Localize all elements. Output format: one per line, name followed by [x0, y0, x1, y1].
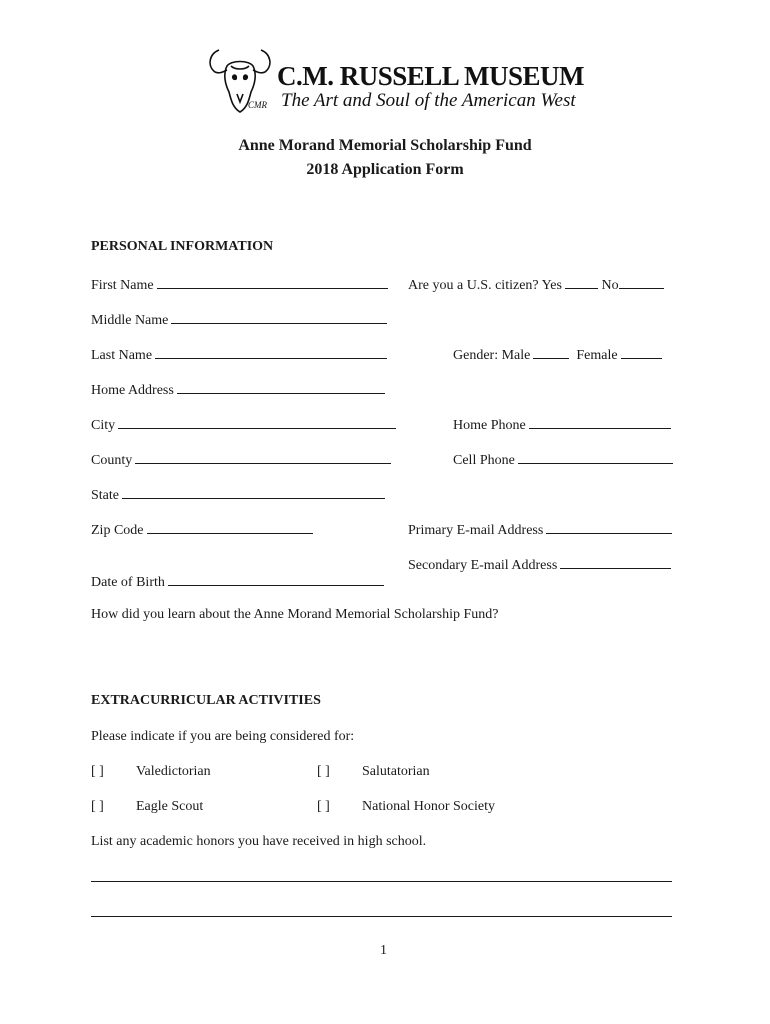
museum-tagline: The Art and Soul of the American West: [281, 90, 576, 111]
citizen-yes-label: Are you a U.S. citizen? Yes: [408, 278, 562, 293]
first-name-label: First Name: [91, 278, 154, 293]
citizen-yes-line[interactable]: [565, 275, 598, 289]
extracurricular-prompt: Please indicate if you are being considered for:: [91, 729, 355, 744]
primary-email-line[interactable]: [546, 520, 672, 534]
county-label: County: [91, 453, 133, 468]
cell-phone-field[interactable]: [453, 450, 673, 469]
state-line[interactable]: [122, 485, 385, 499]
home-address-field[interactable]: [91, 380, 385, 399]
state-field[interactable]: [91, 485, 385, 504]
first-name-line[interactable]: [157, 275, 388, 289]
honors-line-2[interactable]: [91, 916, 672, 917]
honors-line-1[interactable]: [91, 881, 672, 882]
gender-field[interactable]: [453, 345, 662, 364]
city-label: City: [91, 418, 116, 433]
gender-male-label: Gender: Male: [453, 348, 531, 363]
checkbox-salutatorian[interactable]: [ ]: [317, 764, 330, 779]
home-address-label: Home Address: [91, 383, 174, 398]
home-address-line[interactable]: [177, 380, 385, 394]
home-phone-field[interactable]: [453, 415, 671, 434]
secondary-email-line[interactable]: [560, 555, 671, 569]
gender-female-label: Female: [576, 348, 618, 363]
county-field[interactable]: [91, 450, 391, 469]
citizen-no-label: No: [601, 278, 619, 293]
learn-about-question: How did you learn about the Anne Morand Memorial Scholarship Fund?: [91, 607, 499, 622]
museum-name: C.M. RUSSELL MUSEUM: [277, 61, 585, 91]
personal-info-heading: PERSONAL INFORMATION: [91, 239, 274, 254]
middle-name-line[interactable]: [171, 310, 387, 324]
zip-code-line[interactable]: [147, 520, 313, 534]
checkbox-national-honor-society[interactable]: [ ]: [317, 799, 330, 814]
home-phone-label: Home Phone: [453, 418, 526, 433]
option-salutatorian: Salutatorian: [362, 764, 430, 779]
option-valedictorian: Valedictorian: [136, 764, 211, 779]
citizen-no-line[interactable]: [619, 275, 664, 289]
secondary-email-field[interactable]: [408, 555, 671, 574]
primary-email-label: Primary E-mail Address: [408, 523, 544, 538]
city-field[interactable]: [91, 415, 396, 434]
honors-prompt: List any academic honors you have received in high school.: [91, 834, 427, 849]
extracurricular-heading: EXTRACURRICULAR ACTIVITIES: [91, 693, 321, 708]
option-eagle-scout: Eagle Scout: [136, 799, 204, 814]
first-name-field[interactable]: [91, 275, 388, 294]
date-of-birth-field[interactable]: [91, 572, 384, 591]
cell-phone-label: Cell Phone: [453, 453, 515, 468]
middle-name-field[interactable]: [91, 310, 387, 329]
last-name-line[interactable]: [155, 345, 387, 359]
secondary-email-label: Secondary E-mail Address: [408, 558, 558, 573]
state-label: State: [91, 488, 119, 503]
citizen-field[interactable]: [408, 275, 664, 294]
last-name-field[interactable]: [91, 345, 387, 364]
zip-code-field[interactable]: [91, 520, 313, 539]
city-line[interactable]: [118, 415, 396, 429]
page-number: 1: [380, 943, 387, 958]
checkbox-valedictorian[interactable]: [ ]: [91, 764, 104, 779]
option-national-honor-society: National Honor Society: [362, 799, 495, 814]
zip-code-label: Zip Code: [91, 523, 144, 538]
date-of-birth-line[interactable]: [168, 572, 384, 586]
date-of-birth-label: Date of Birth: [91, 575, 165, 590]
cell-phone-line[interactable]: [518, 450, 673, 464]
county-line[interactable]: [135, 450, 391, 464]
last-name-label: Last Name: [91, 348, 153, 363]
primary-email-field[interactable]: [408, 520, 672, 539]
gender-female-line[interactable]: [621, 345, 662, 359]
middle-name-label: Middle Name: [91, 313, 169, 328]
logo-monogram: CMR: [248, 100, 267, 110]
form-subtitle: 2018 Application Form: [306, 161, 464, 178]
home-phone-line[interactable]: [529, 415, 671, 429]
checkbox-eagle-scout[interactable]: [ ]: [91, 799, 104, 814]
form-title: Anne Morand Memorial Scholarship Fund: [238, 137, 532, 154]
gender-male-line[interactable]: [533, 345, 569, 359]
